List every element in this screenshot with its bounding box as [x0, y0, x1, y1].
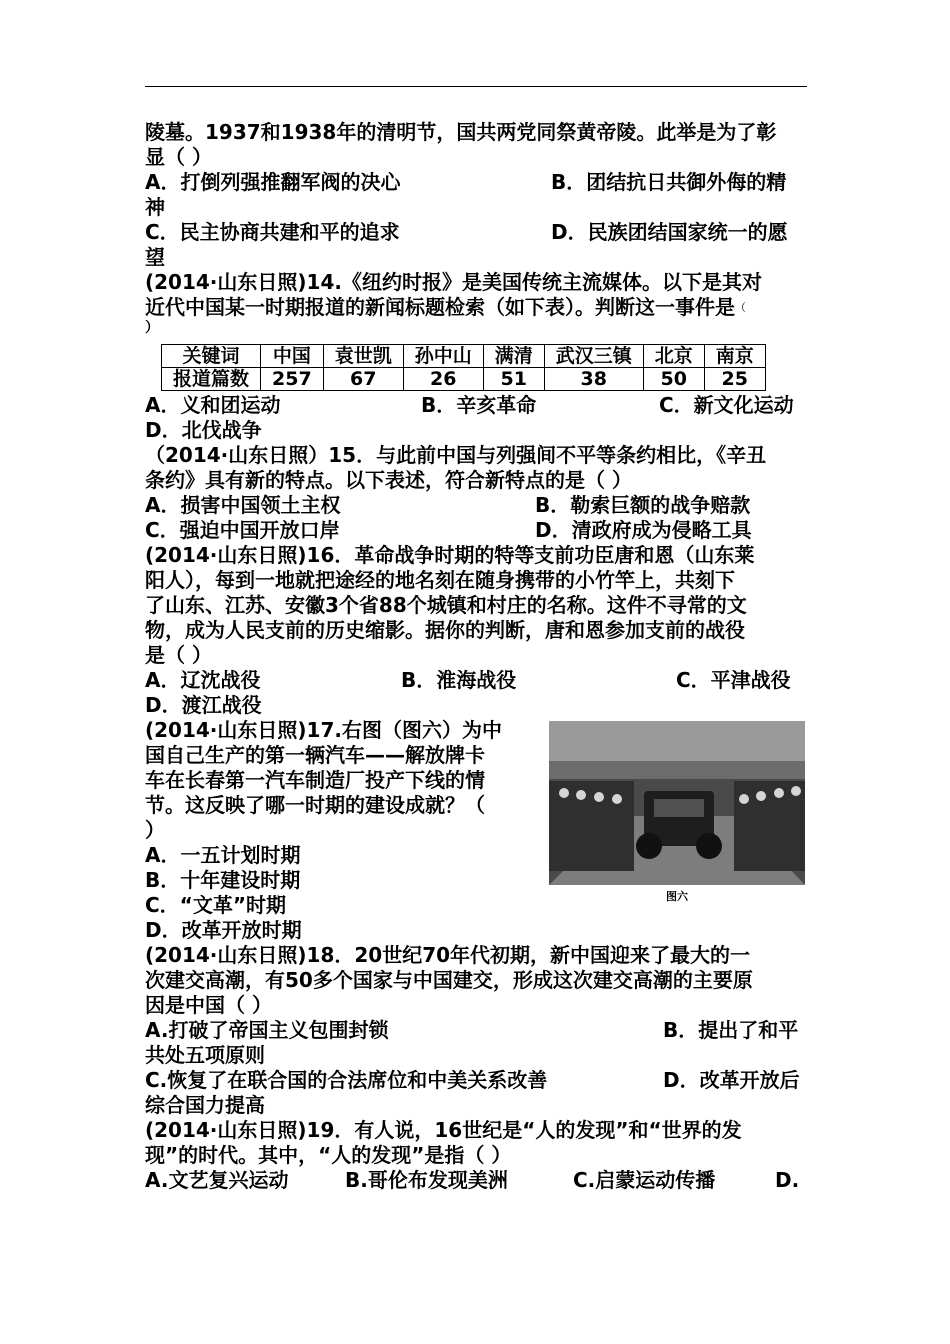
text-line: 因是中国（ ） [145, 993, 272, 1017]
table-cell: 25 [704, 368, 765, 391]
option-d: D．改革开放后 [663, 1068, 800, 1092]
option-d: D．北伐战争 [145, 418, 262, 442]
table-cell: 关键词 [162, 345, 261, 368]
question-14-stem: (2014·山东日照)14.《纽约时报》是美国传统主流媒体。以下是其对 [145, 270, 762, 294]
option-b: B．团结抗日共御外侮的精 [551, 170, 787, 194]
option-b: B．十年建设时期 [145, 868, 301, 892]
text-line: 望 [145, 245, 165, 269]
table-cell: 满清 [483, 345, 544, 368]
option-a: A.文艺复兴运动 [145, 1168, 289, 1192]
table-cell: 51 [483, 368, 544, 391]
option-b: B.哥伦布发现美洲 [345, 1168, 508, 1192]
option-a: A.打破了帝国主义包围封锁 [145, 1018, 389, 1042]
option-c: C．民主协商共建和平的追求 [145, 220, 400, 244]
text-line: 是（ ） [145, 643, 212, 667]
option-d: D．改革开放时期 [145, 918, 302, 942]
table-cell: 南京 [704, 345, 765, 368]
option-c: C．新文化运动 [659, 393, 794, 417]
option-row [145, 393, 807, 418]
photo-illustration [549, 721, 805, 885]
question-19-stem: (2014·山东日照)19．有人说，16世纪是“人的发现”和“世界的发 [145, 1118, 742, 1142]
text-line: 共处五项原则 [145, 1043, 265, 1067]
table-cell: 北京 [643, 345, 704, 368]
option-a: A．义和团运动 [145, 393, 281, 417]
table-cell: 67 [323, 368, 403, 391]
text-span: 近代中国某一时期报道的新闻标题检索（如下表）。判断这一事件是 [145, 295, 735, 319]
table-cell: 26 [403, 368, 483, 391]
option-row [145, 493, 807, 518]
option-row [145, 1168, 807, 1193]
option-row [145, 170, 807, 195]
option-c: C．平津战役 [676, 668, 791, 692]
text-line: 次建交高潮，有50多个国家与中国建交，形成这次建交高潮的主要原 [145, 968, 753, 992]
text-line: 现”的时代。其中，“人的发现”是指（ ） [145, 1143, 512, 1167]
question-18-stem: (2014·山东日照)18．20世纪70年代初期，新中国迎来了最大的一 [145, 943, 751, 967]
text-line: 车在长春第一汽车制造厂投产下线的情 [145, 768, 485, 792]
table-cell: 武汉三镇 [544, 345, 643, 368]
option-c: C.启蒙运动传播 [573, 1168, 716, 1192]
text-line: ） [145, 320, 159, 336]
table-cell: 袁世凯 [323, 345, 403, 368]
table-cell: 257 [261, 368, 324, 391]
option-a: A．辽沈战役 [145, 668, 261, 692]
option-b: B．淮海战役 [401, 668, 517, 692]
header-rule [145, 86, 807, 87]
table-cell: 孙中山 [403, 345, 483, 368]
text-line: 阳人），每到一地就把途经的地名刻在随身携带的小竹竿上，共刻下 [145, 568, 735, 592]
option-b: B．勒索巨额的战争赔款 [535, 493, 751, 517]
table-cell: 报道篇数 [162, 368, 261, 391]
option-b: B．辛亥革命 [421, 393, 537, 417]
option-c: C．“文革”时期 [145, 893, 286, 917]
question-15-stem: （2014·山东日照）15．与此前中国与列强间不平等条约相比，《辛丑 [145, 443, 767, 467]
question-17-stem: (2014·山东日照)17.右图（图六）为中 [145, 718, 502, 742]
question-17-text [145, 718, 543, 943]
option-d: D．民族团结国家统一的愿 [551, 220, 788, 244]
question-17-block [145, 718, 807, 943]
small-bracket: （ [735, 301, 746, 314]
text-line: 条约》具有新的特点。以下表述，符合新特点的是（ ） [145, 468, 632, 492]
option-d: D．渡江战役 [145, 693, 262, 717]
truck-factory-photo [549, 721, 805, 885]
option-row [145, 518, 807, 543]
option-d: D. [775, 1168, 800, 1192]
option-c: C.恢复了在联合国的合法席位和中美关系改善 [145, 1068, 548, 1092]
option-a: A．打倒列强推翻军阀的决心 [145, 170, 401, 194]
text-line: 节。这反映了哪一时期的建设成就？（ [145, 793, 485, 817]
table-cell: 中国 [261, 345, 324, 368]
keyword-table [161, 344, 766, 391]
exam-page-content [145, 120, 807, 1193]
option-b: B．提出了和平 [663, 1018, 799, 1042]
option-row [145, 220, 807, 245]
option-row [145, 668, 807, 693]
option-row [145, 1018, 807, 1043]
option-a: A．损害中国领土主权 [145, 493, 341, 517]
table-header-row [162, 345, 766, 368]
option-c: C．强迫中国开放口岸 [145, 518, 340, 542]
text-line: 陵墓。1937和1938年的清明节，国共两党同祭黄帝陵。此举是为了彰 [145, 120, 777, 144]
option-row [145, 1068, 807, 1093]
text-line: 物，成为人民支前的历史缩影。据你的判断，唐和恩参加支前的战役 [145, 618, 745, 642]
table-cell: 38 [544, 368, 643, 391]
option-d: D．清政府成为侵略工具 [535, 518, 752, 542]
question-16-stem: (2014·山东日照)16．革命战争时期的特等支前功臣唐和恩（山东莱 [145, 543, 755, 567]
text-line: 神 [145, 195, 165, 219]
text-line [145, 295, 807, 320]
text-line: ） [145, 818, 165, 842]
table-cell: 50 [643, 368, 704, 391]
table-row [162, 368, 766, 391]
text-line: 了山东、江苏、安徽3个省88个城镇和村庄的名称。这件不寻常的文 [145, 593, 747, 617]
option-a: A．一五计划时期 [145, 843, 301, 867]
text-line: 综合国力提高 [145, 1093, 265, 1117]
text-line: 国自己生产的第一辆汽车——解放牌卡 [145, 743, 485, 767]
text-line: 显（ ） [145, 145, 212, 169]
figure-caption: 图六 [666, 890, 688, 903]
